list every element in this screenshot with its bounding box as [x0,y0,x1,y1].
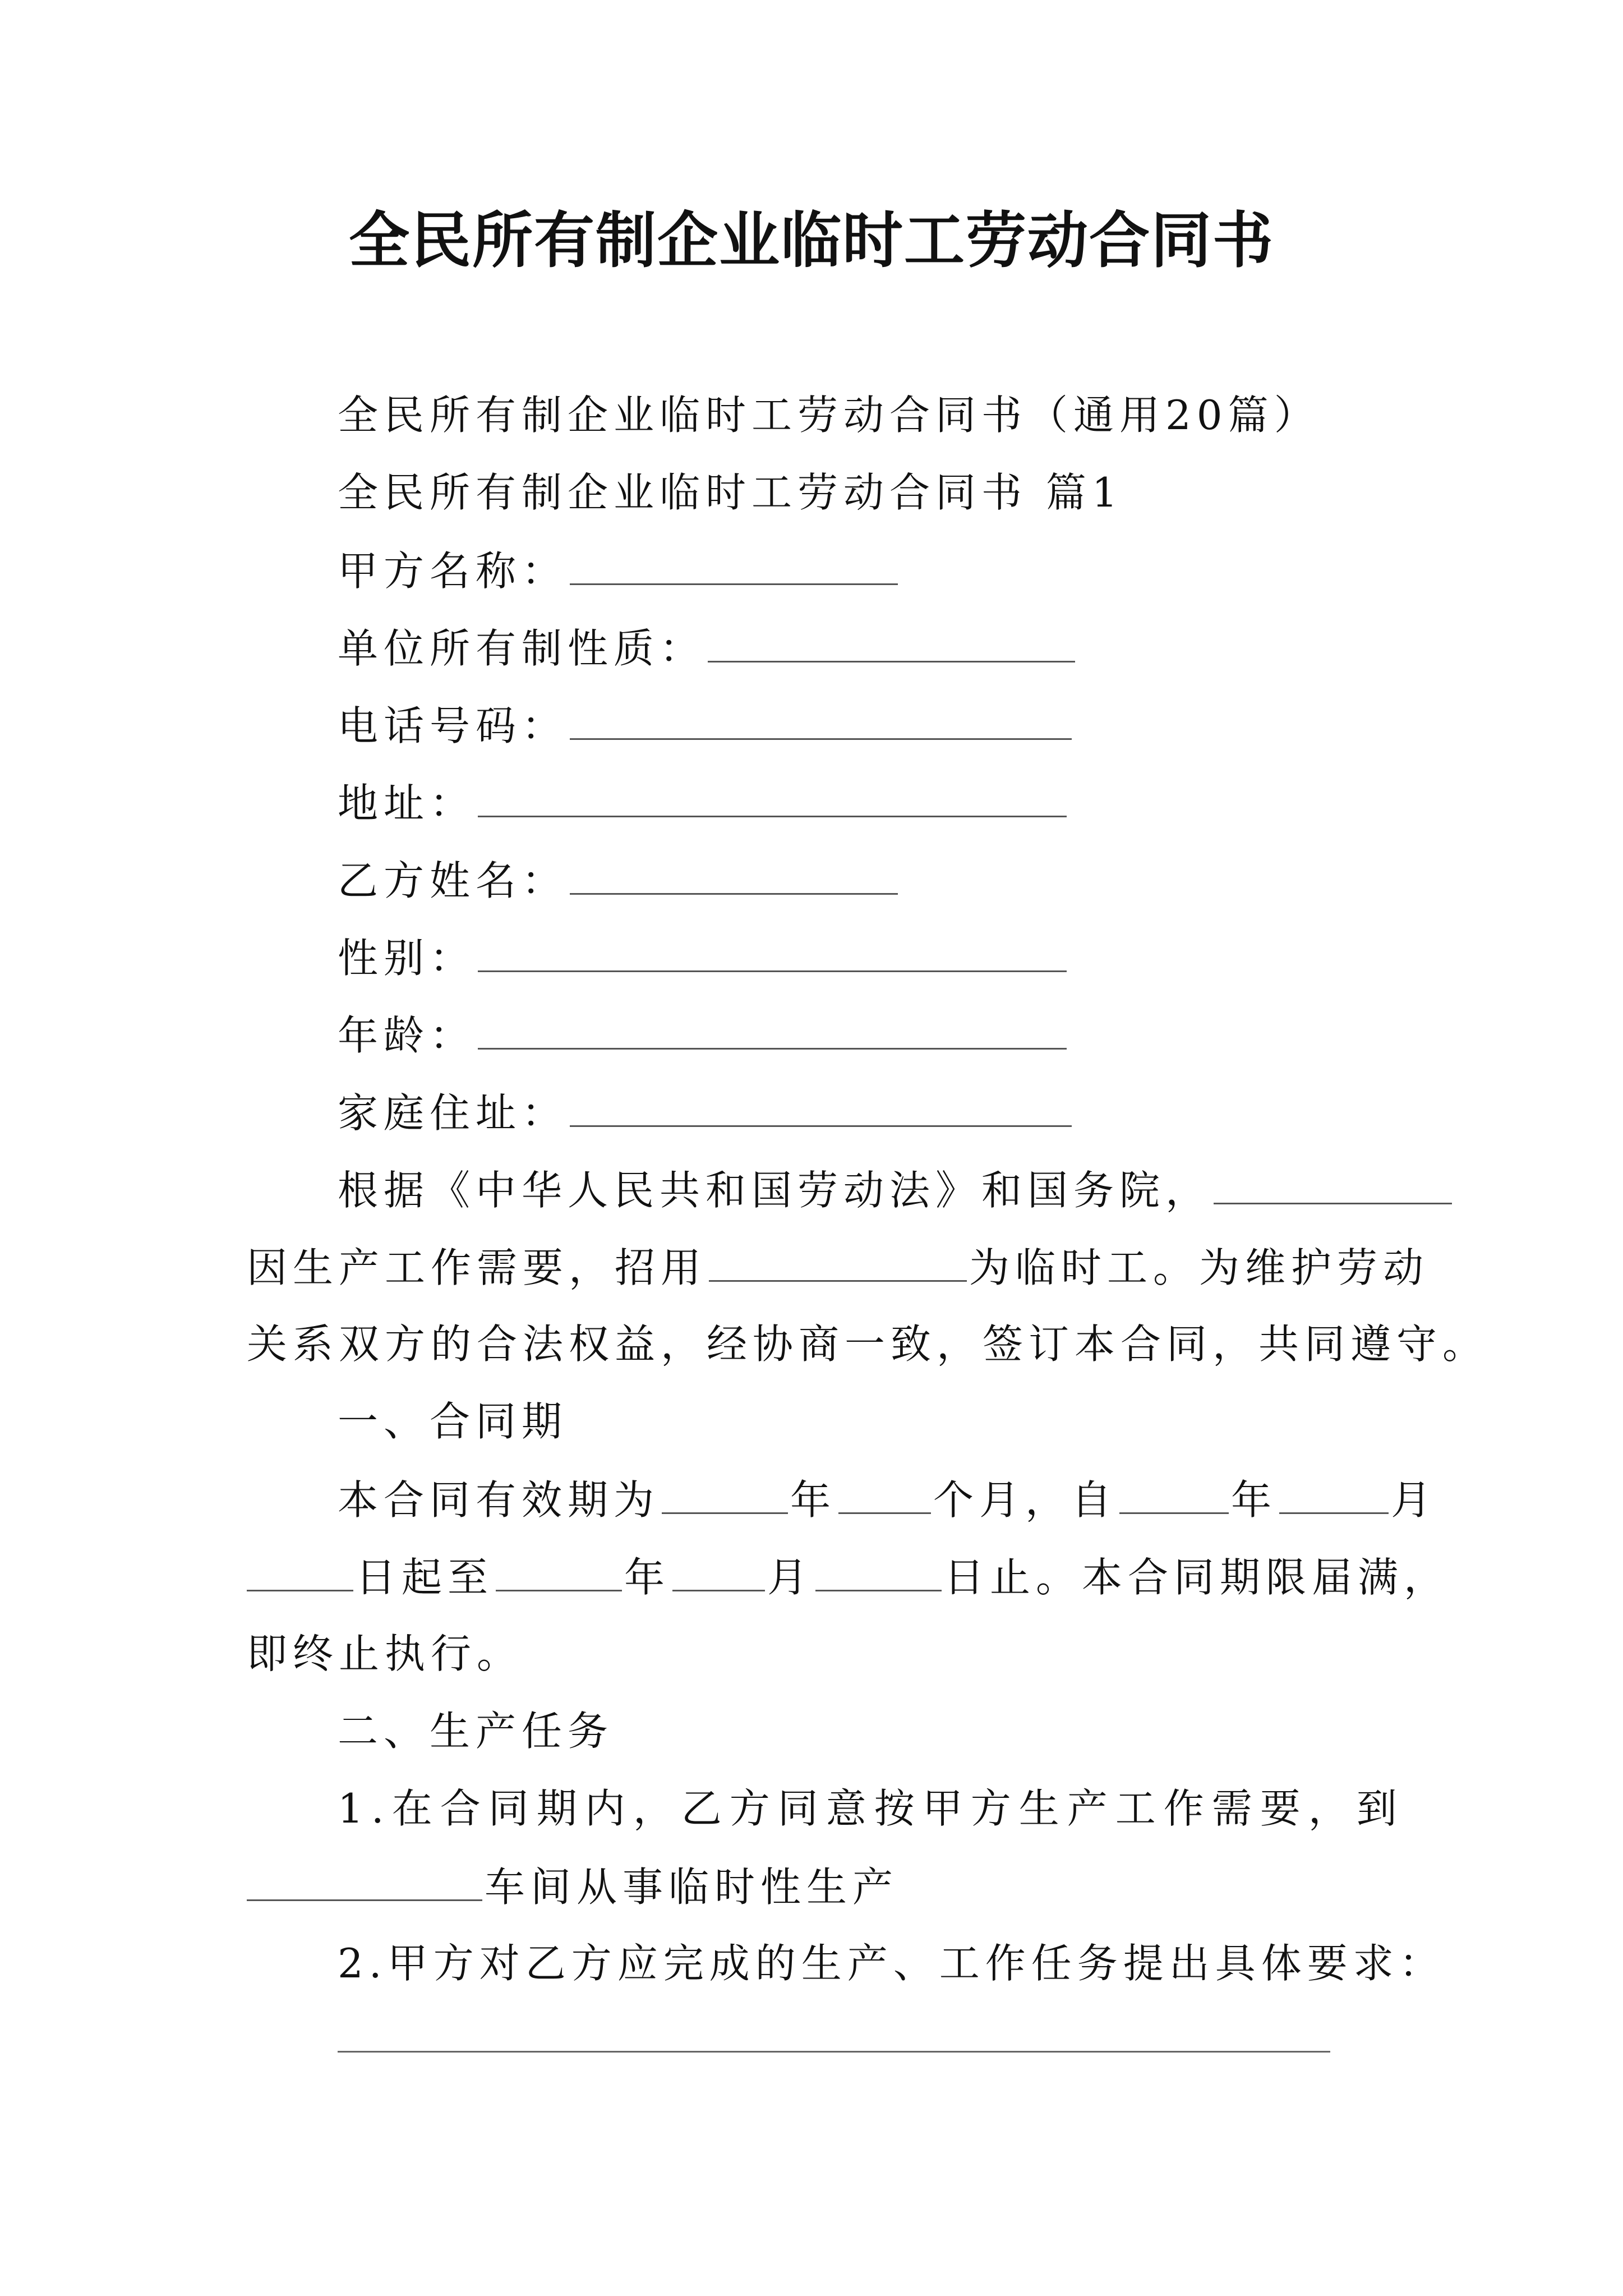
clause-2-item-1-cont [247,1858,898,1915]
field-age [338,1006,1069,1064]
field-label: 电话号码： [338,702,568,749]
field-label: 家庭住址： [338,1089,568,1137]
text: 日止。本合同期限届满， [944,1554,1450,1601]
blank-line [478,1006,1067,1050]
text: 日起至 [356,1554,494,1601]
document-subtitle: 全民所有制企业临时工劳动合同书（通用20篇） [338,392,1320,439]
blank-line [672,1548,765,1591]
blank-line [570,852,898,895]
clause-2-item-1: 1.在合同期内，乙方同意按甲方生产工作需要，到 [338,1785,1405,1832]
field-label: 甲方名称： [338,547,568,595]
blank-line [708,619,1075,662]
text: 根据《中华人民共和国劳动法》和国务院， [338,1167,1212,1214]
blank-line [570,1084,1072,1127]
document-title: 全民所有制企业临时工劳动合同书 [348,206,1274,276]
text: 年 [624,1554,671,1601]
text: 月 [1391,1476,1437,1524]
preamble-line-2 [247,1239,1429,1296]
blank-line [338,2051,1330,2053]
field-party-b-name [338,852,900,909]
blank-line [496,1548,622,1591]
clause-1-line-2 [247,1548,1450,1605]
field-label: 地址： [338,780,476,827]
blank-line [570,542,898,585]
blank-line [1119,1471,1229,1514]
blank-line [815,1548,942,1591]
text: 个月，自 [933,1476,1118,1524]
field-phone [338,697,1074,754]
field-gender [338,929,1069,986]
preamble-line-1 [338,1161,1454,1218]
text: 因生产工作需要，招用 [247,1244,707,1291]
field-address [338,774,1069,831]
text: 月 [767,1554,814,1601]
field-label: 年龄： [338,1012,476,1059]
preamble-line-3: 关系双方的合法权益，经协商一致，签订本合同，共同遵守。 [247,1320,1489,1368]
clause-1-line-1 [338,1471,1437,1528]
blank-line [247,1548,353,1591]
clause-2-heading: 二、生产任务 [338,1708,614,1755]
clause-1-line-3: 即终止执行。 [247,1630,523,1677]
blank-line [247,1858,482,1901]
blank-line [1279,1471,1389,1514]
blank-line [709,1239,967,1282]
blank-line [478,774,1067,817]
field-party-a-name [338,542,900,599]
text: 年 [1231,1476,1278,1524]
field-label: 单位所有制性质： [338,625,706,672]
text: 车间从事临时性生产 [485,1864,899,1911]
blank-line [570,697,1072,740]
text: 本合同有效期为 [338,1476,660,1524]
field-home-address [338,1084,1074,1141]
section-heading: 全民所有制企业临时工劳动合同书 篇1 [338,469,1123,516]
text: 年 [790,1476,837,1524]
blank-line [662,1471,788,1514]
clause-1-heading: 一、合同期 [338,1398,568,1445]
field-label: 性别： [338,935,476,982]
blank-line [1214,1161,1452,1204]
text: 为临时工。为维护劳动 [969,1244,1430,1291]
field-label: 乙方姓名： [338,857,568,904]
clause-2-item-2: 2.甲方对乙方应完成的生产、工作任务提出具体要求： [338,1940,1445,1987]
blank-line [478,929,1067,972]
field-ownership-type [338,619,1077,677]
blank-line [838,1471,931,1514]
